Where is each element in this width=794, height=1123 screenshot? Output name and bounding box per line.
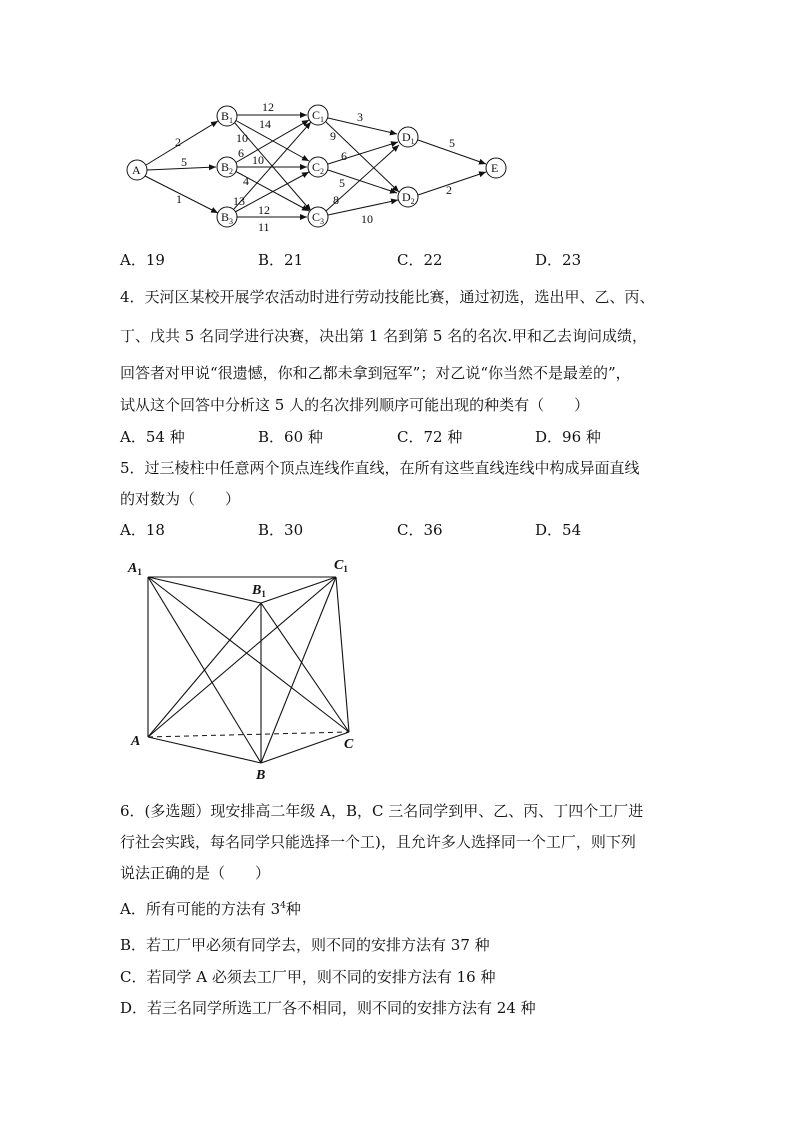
edge-weight: 14 <box>259 117 271 131</box>
edge-weight: 5 <box>339 176 345 190</box>
q4-option-d: D．96 种 <box>535 428 601 446</box>
q4-line-2: 丁、戊共 5 名同学进行决赛，决出第 1 名到第 5 名的名次.甲和乙去询问成绩， <box>120 327 648 345</box>
node-label-b1: $B_1$ <box>221 109 234 125</box>
edge-weight: 3 <box>357 110 363 124</box>
prism-figure <box>0 550 794 785</box>
q5-option-d: D．54 <box>535 521 582 539</box>
q4-line-1: 4．天河区某校开展学农活动时进行劳动技能比赛，通过初选，选出甲、乙、丙、 <box>120 288 655 306</box>
q4-option-c: C．72 种 <box>397 428 463 446</box>
q6-option-d: D．若三名同学所选工厂各不相同，则不同的安排方法有 24 种 <box>120 999 536 1017</box>
q6-line-2: 行社会实践，每名同学只能选择一个工)，且允许多人选择同一个工厂，则下列 <box>120 833 636 851</box>
q6-option-a-exponent: 4 <box>280 901 286 911</box>
q4-option-a: A．54 种 <box>120 428 185 446</box>
q4-line-4: 试从这个回答中分析这 5 人的名次排列顺序可能出现的种类有（ ） <box>120 396 590 414</box>
q3-option-b: B．21 <box>258 251 304 269</box>
q5-option-b: B．30 <box>258 521 304 539</box>
node-label-c1: $C_1$ <box>312 108 325 124</box>
q6-option-a <box>120 898 301 919</box>
q3-option-c: C．22 <box>397 251 443 269</box>
prism-label-b: B <box>256 768 266 783</box>
q5-option-a: A．18 <box>120 521 165 539</box>
edge-weight: 10 <box>361 212 373 226</box>
q6-line-3: 说法正确的是（ ） <box>120 864 271 882</box>
prism-label-a1: $A_1$ <box>128 561 142 577</box>
edge-weight: 10 <box>252 153 264 167</box>
node-label-c3: $C_3$ <box>312 210 325 226</box>
q6-option-a-unit: 种 <box>285 900 301 918</box>
q6-option-c: C．若同学 A 必须去工厂甲，则不同的安排方法有 16 种 <box>120 968 496 986</box>
node-label-d1: $D_1$ <box>402 130 415 146</box>
edge-weight: 4 <box>243 174 249 188</box>
q5-option-c: C．36 <box>397 521 443 539</box>
q5-line-1: 5．过三棱柱中任意两个顶点连线作直线，在所有这些直线连线中构成异面直线 <box>120 459 640 477</box>
edge-weight: 12 <box>262 100 274 114</box>
edge-weight: 11 <box>258 220 270 234</box>
edge-weight: 2 <box>446 183 452 197</box>
prism-label-a: A <box>131 734 141 749</box>
q3-option-a: A．19 <box>120 251 165 269</box>
edge-weight: 13 <box>233 194 245 208</box>
prism-label-b1: $B_1$ <box>252 583 266 599</box>
q4-line-3: 回答者对甲说“很遗憾，你和乙都未拿到冠军”；对乙说“你当然不是最差的”， <box>120 364 631 382</box>
q3-option-d: D．23 <box>535 251 582 269</box>
node-label-d2: $D_2$ <box>402 190 415 206</box>
node-label-c2: $C_2$ <box>312 160 325 176</box>
node-label-b3: $B_3$ <box>221 210 234 226</box>
q4-option-b: B．60 种 <box>258 428 323 446</box>
node-label-a: A <box>132 163 141 177</box>
edge-weight: 1 <box>176 192 182 206</box>
q5-line-2: 的对数为（ ） <box>120 490 241 508</box>
edge-weight: 6 <box>238 146 244 160</box>
edge-weight: 10 <box>236 131 248 145</box>
q6-line-1: 6．(多选题）现安排高二年级 A，B，C 三名同学到甲、乙、丙、丁四个工厂进 <box>120 802 644 820</box>
network-graph <box>0 0 794 240</box>
q6-option-b: B．若工厂甲必须有同学去，则不同的安排方法有 37 种 <box>120 936 490 954</box>
node-label-e: E <box>491 161 499 175</box>
prism-label-c1: $C_1$ <box>334 558 348 574</box>
edge-weight: 6 <box>341 149 347 163</box>
prism-label-c: C <box>344 737 354 752</box>
edge-weight: 12 <box>258 203 270 217</box>
edge-weight: 9 <box>330 129 336 143</box>
q6-option-a-text: A．所有可能的方法有 3 <box>120 900 281 918</box>
edge-weight: 5 <box>181 155 187 169</box>
node-label-b2: $B_2$ <box>221 160 234 176</box>
edge-weight: 8 <box>333 193 339 207</box>
edge-weight: 2 <box>175 135 181 149</box>
edge-weight: 5 <box>449 136 455 150</box>
